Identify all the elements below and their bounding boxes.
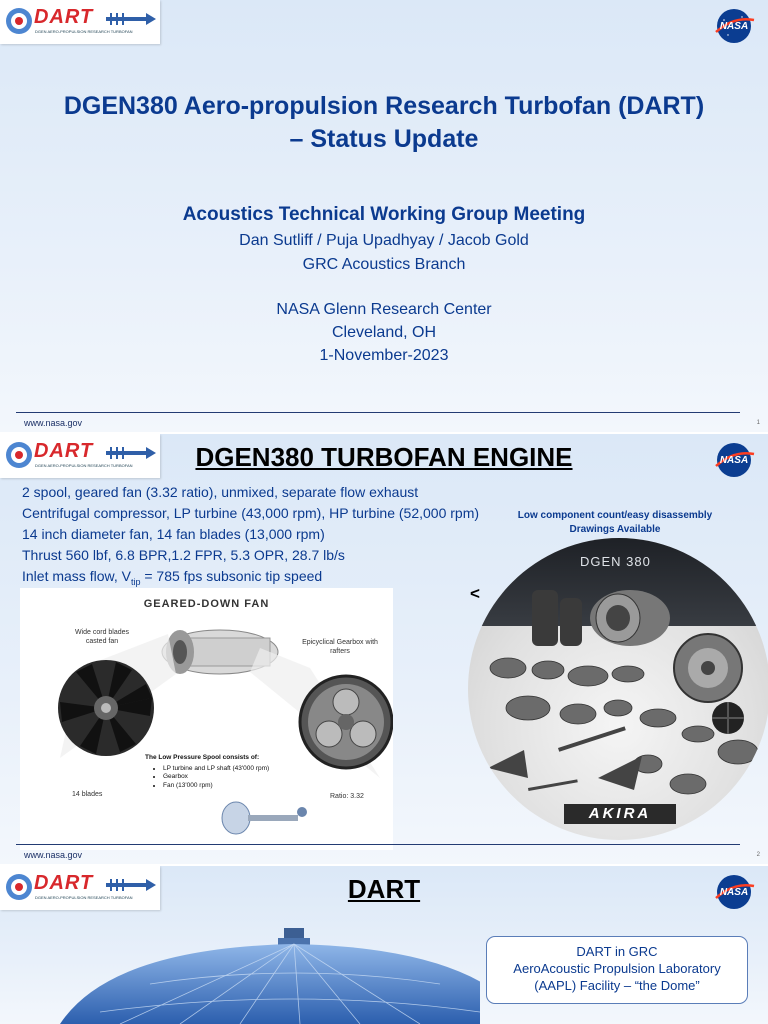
fourteen-blades-label: 14 blades	[72, 791, 103, 798]
geared-fan-diagram	[20, 588, 393, 850]
note-line-2: Drawings Available	[569, 524, 661, 535]
footer-divider	[16, 844, 740, 845]
dart-logo	[0, 0, 160, 44]
logo-jet-icon	[106, 10, 156, 28]
list-item: • Gearbox	[163, 773, 269, 782]
note-line-1: Low component count/easy disassembly	[517, 510, 713, 521]
slide-1	[0, 0, 768, 432]
footer-divider	[16, 412, 740, 413]
title-line-1: DGEN380 Aero-propulsion Research Turbofan (DART)	[63, 92, 705, 120]
page-number: 2	[756, 852, 760, 858]
page-title	[0, 90, 768, 156]
logo-subtitle: DGEN AERO-PROPULSION RESEARCH TURBOFAN	[35, 463, 133, 468]
authors: Dan Sutliff / Puja Upadhyay / Jacob Gold	[239, 232, 529, 249]
logo-subtitle: DGEN AERO-PROPULSION RESEARCH TURBOFAN	[35, 895, 133, 900]
city: Cleveland, OH	[331, 324, 437, 341]
date: 1-November-2023	[319, 347, 449, 364]
component-note	[505, 509, 725, 537]
lp-title: The Low Pressure Spool consists of:	[145, 754, 260, 761]
dart-emblem-icon	[4, 6, 34, 36]
box-line: AeroAcoustic Propulsion Laboratory	[513, 961, 721, 976]
engine-parts-image	[468, 538, 768, 840]
slide-title: DGEN380 TURBOFAN ENGINE	[195, 442, 573, 472]
engine-parts-illustration	[468, 538, 768, 840]
slide-3	[0, 866, 768, 1024]
diagram-title: GEARED-DOWN FAN	[143, 598, 270, 610]
page-number: 1	[756, 420, 760, 426]
list-item: • Fan (13'000 rpm)	[163, 782, 269, 791]
spec5-post: = 785 fps subsonic tip speed	[140, 568, 323, 584]
spec-list	[22, 482, 479, 593]
spec5-pre: Inlet mass flow, V	[22, 568, 131, 584]
spec5-sub: tip	[130, 576, 141, 587]
spec-line: 2 spool, geared fan (3.32 ratio), unmixed, separate flow exhaust	[22, 484, 419, 500]
slide-title: DART	[347, 874, 421, 904]
dgen-label: DGEN 380	[580, 554, 651, 569]
nasa-text: NASA	[719, 455, 749, 466]
logo-text: DART	[34, 872, 94, 894]
nasa-meatball-icon	[712, 8, 756, 44]
ratio-label: Ratio: 3.32	[330, 793, 364, 800]
logo-subtitle: DGEN AERO-PROPULSION RESEARCH TURBOFAN	[35, 29, 133, 34]
fan-wheel-icon	[58, 660, 154, 756]
spec-line: Thrust 560 lbf, 6.8 BPR,1.2 FPR, 5.3 OPR, 28.7 lb/s	[22, 547, 345, 563]
label-text: casted fan	[85, 638, 119, 645]
gearbox-icon	[300, 676, 392, 768]
logo-text: DART	[34, 440, 94, 462]
meeting-title: Acoustics Technical Working Group Meeting	[182, 204, 586, 225]
spec-line: Centrifugal compressor, LP turbine (43,000 rpm), HP turbine (52,000 rpm)	[22, 505, 480, 521]
akira-logo: AKIRA	[564, 804, 676, 824]
label-text: Wide cord blades	[74, 629, 130, 636]
footer-url[interactable]: www.nasa.gov	[24, 850, 83, 860]
fan-gear-illustration	[20, 588, 393, 850]
branch: GRC Acoustics Branch	[302, 256, 466, 273]
center: NASA Glenn Research Center	[276, 301, 492, 318]
nasa-text: NASA	[719, 887, 749, 898]
list-item: • LP turbine and LP shaft (43'000 rpm)	[163, 765, 269, 774]
lp-spool-text	[145, 754, 269, 790]
slide-2	[0, 434, 768, 864]
nasa-text: NASA	[719, 21, 749, 32]
title-line-2: – Status Update	[289, 125, 479, 153]
dart-location-box	[486, 936, 748, 1004]
dome-illustration	[0, 922, 480, 1024]
spec-line: 14 inch diameter fan, 14 fan blades (13,000 rpm)	[22, 526, 325, 542]
label-text: Epicyclical Gearbox with	[302, 639, 378, 646]
lp-list	[145, 765, 269, 791]
box-line: (AAPL) Facility – “the Dome”	[534, 978, 700, 993]
box-line: DART in GRC	[576, 944, 658, 959]
logo-text: DART	[34, 6, 94, 28]
label-text: rafters	[330, 648, 350, 655]
footer-url[interactable]: www.nasa.gov	[24, 418, 83, 428]
lp-spool-icon	[222, 802, 307, 834]
